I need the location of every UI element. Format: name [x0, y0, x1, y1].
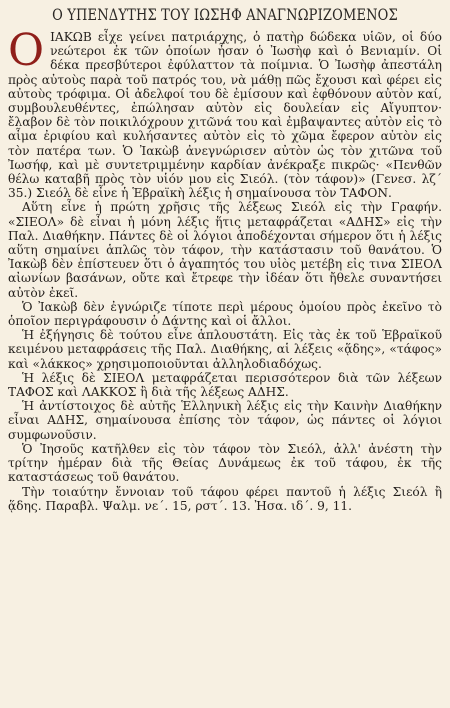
- drop-cap: Ο: [8, 25, 45, 76]
- opening-word: ΙΑΚΩΒ: [50, 30, 92, 44]
- paragraph-4: Ἡ ἐξήγησις δὲ τούτου εἶνε ἁπλουστάτη. Εἰς τὰς ἐκ τοῦ Ἑβραϊκοῦ κειμένου μεταφράσεις τῆς Παλ. Διαθήκης, αἱ λέξεις «ᾅδης», «τάφος» καὶ «λάκκος» χρησιμοποιοῦνται ἀλληλοδιαδόχως.: [8, 328, 442, 371]
- paragraph-5: Ἡ λέξις δὲ ΣΙΕΟΛ μεταφράζεται περισσότερον διὰ τῶν λέξεων ΤΑΦΟΣ καὶ ΛΑΚΚΟΣ ἢ διὰ τῆς λέξεως ΑΔΗΣ.: [8, 370, 442, 400]
- paragraph-8: Τὴν τοιαύτην ἔννοιαν τοῦ τάφου φέρει παντοῦ ἡ λέξις Σιεόλ ἢ ᾅδης. Παραβλ. Ψαλμ. νε΄. 15, ρστ΄. 13. Ἠσα. ιδ΄. 9, 11.: [8, 484, 442, 513]
- paragraph-7: Ὁ Ἰησοῦς κατῆλθεν εἰς τὸν τάφον τὸν Σιεόλ, ἀλλ' ἀνέστη τὴν τρίτην ἡμέραν διὰ τῆς Θείας Δυνάμεως ἐκ τοῦ τάφου, ἐκ τῆς καταστάσεως τοῦ θανάτου.: [8, 441, 442, 485]
- paragraph-2: Αὕτη εἶνε ἡ πρώτη χρῆσις τῆς λέξεως Σιεόλ εἰς τὴν Γραφήν. «ΣΙΕΟΛ» δὲ εἶναι ἡ μόνη λέξις ἥτις μεταφράζεται «ΑΔΗΣ» εἰς τὴν Παλ. Διαθήκην. Πάντες δὲ οἱ λόγιοι ἀποδέχονται σήμερον ὅτι ἡ λέξις αὕτη σημαίνει ἁπλῶς τὸν τάφον, τὴν κατάστασιν τοῦ θανάτου. Ὁ Ἰακὼβ δὲν ἐπίστευεν ὅτι ὁ ἀγαπητός του υἱὸς μετέβη εἰς τινα ΣΙΕΟΛ αἰωνίων βασάνων, οὔτε καὶ ἔτρεφε τὴν ἰδέαν ὅτι ἤθελε συναντήσει αὐτὸν ἐκεῖ.: [8, 200, 442, 300]
- article-title: Ο ΥΠΕΝΔΥΤΗΣ ΤΟΥ ΙΩΣΗΦ ΑΝΑΓΝΩΡΙΖΟΜΕΝΟΣ: [52, 6, 398, 24]
- paragraph-1: [8, 25, 442, 201]
- paragraph-1-text: εἶχε γείνει πατριάρχης, ὁ πατὴρ δώδεκα υἱῶν, οἱ δύο νεώτεροι ἐκ τῶν ὁποίων ἦσαν ὁ Ἰωσὴφ καὶ ὁ Βενιαμίν. Οἱ δέκα πρεσβύτεροι ἐφύλαττον τὰ ποίμνια. Ὁ Ἰωσὴφ ἀπεστάλη πρὸς αὐτοὺς παρὰ τοῦ πατρός του, νὰ μάθῃ πῶς ἔχουσι καὶ φέρει εἰς αὐτοὺς τρόφιμα. Οἱ ἀδελφοί του δὲ ἐμίσουν καὶ ἐφθόνουν αὐτὸν καί, συμβουλευθέντες, ἐπώλησαν αὐτὸν εἰς δουλείαν εἰς Αἴγυπτον· ἔλαβον δὲ τὸν ποικιλόχρουν χιτῶνά του καὶ ἐμβαψαντες αὐτὸν εἰς τὸ αἷμα ἐριφίου καὶ κυλήσαντες αὐτὸν εἰς τὸ χῶμα ἔφερον αὐτὸν εἰς τὸν πατέρα των. Ὁ Ἰακὼβ ἀνεγνώρισεν αὐτὸν ὡς τὸν χιτῶνα τοῦ Ἰωσήφ, καὶ μὲ συντετριμμένην καρδίαν ἀνέκραξε πικρῶς· «Πενθῶν θέλω καταβῆ πρὸς τὸν υἱόν μου εἰς Σιεόλ. (τὸν τάφον)» (Γενεσ. λζ΄ 35.) Σιεόλ δὲ εἶνε ἡ Ἑβραϊκὴ λέξις ἡ σημαίνουσα τὸν ΤΑΦΟΝ.: [8, 30, 442, 201]
- article-body: [8, 25, 442, 513]
- paragraph-3: Ὁ Ἰακὼβ δὲν ἐγνώριζε τίποτε περὶ μέρους ὁμοίου πρὸς ἐκεῖνο τὸ ὁποῖον περιγράφουσιν ὁ Δάντης καὶ οἱ ἄλλοι.: [8, 299, 442, 329]
- paragraph-6: Ἡ ἀντίστοιχος δὲ αὐτῆς Ἑλληνικὴ λέξις εἰς τὴν Καινὴν Διαθήκην εἶναι ΑΔΗΣ, σημαίνουσα ἐπίσης τὸν τάφον, ὡς πάντες οἱ λόγιοι συμφωνοῦσιν.: [8, 399, 442, 442]
